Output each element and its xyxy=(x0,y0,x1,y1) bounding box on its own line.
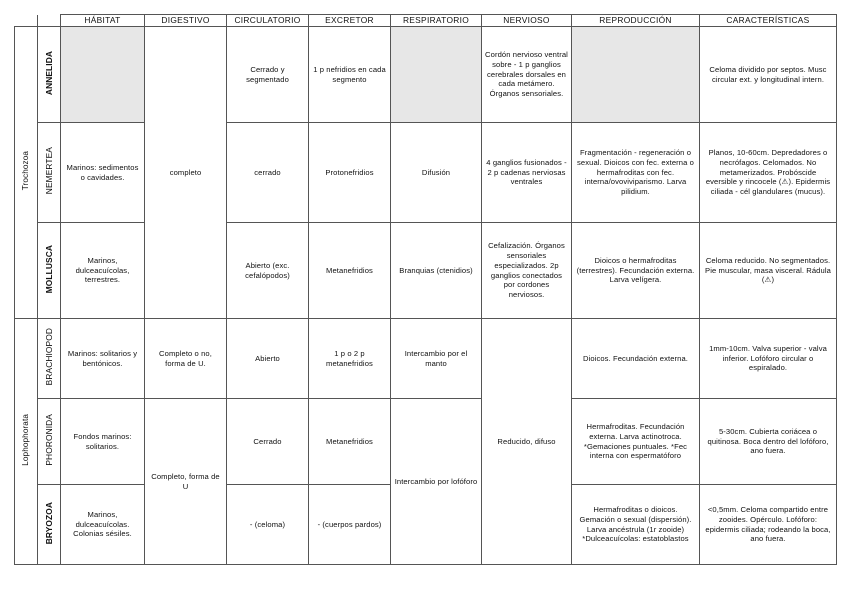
header-nervioso: NERVIOSO xyxy=(482,15,572,27)
annelida-habitat xyxy=(61,27,145,123)
nemertea-nervioso: 4 ganglios fusionados - 2 p cadenas nerviosas ventrales xyxy=(482,123,572,223)
mollusca-caracteristicas: Celoma reducido. No segmentados. Pie muscular, masa visceral. Rádula (⚠) xyxy=(700,223,837,319)
bryozoa-excretor: - (cuerpos pardos) xyxy=(309,485,391,565)
phylum-annelida: ANNELIDA xyxy=(38,27,61,123)
phoronida-caracteristicas: 5-30cm. Cubierta coriácea o quitinosa. Boca dentro del lofóforo, ano fuera. xyxy=(700,399,837,485)
annelida-circulatorio: Cerrado y segmentado xyxy=(227,27,309,123)
annelida-excretor: 1 p nefridios en cada segmento xyxy=(309,27,391,123)
annelida-reproduccion xyxy=(572,27,700,123)
brachiopod-digestivo: Completo o no, forma de U. xyxy=(145,319,227,399)
header-habitat: HÁBITAT xyxy=(61,15,145,27)
nemertea-reproduccion: Fragmentación - regeneración o sexual. Dioicos con fec. externa o hermafroditas con fec. interna/ovoviviparismo. Larva pilidium. xyxy=(572,123,700,223)
annelida-caracteristicas: Celoma dividido por septos. Musc circular ext. y longitudinal intern. xyxy=(700,27,837,123)
phylum-nemertea: NEMERTEA xyxy=(38,123,61,223)
corner-cell xyxy=(15,15,38,27)
nemertea-caracteristicas: Planos, 10-60cm. Depredadores o necrófagos. Celomados. No metamerizados. Probóscide eversible y rincocele (⚠). Epidermis ciliada - cél glandulares (mucus). xyxy=(700,123,837,223)
nemertea-excretor: Protonefridios xyxy=(309,123,391,223)
bryozoa-caracteristicas: <0,5mm. Celoma compartido entre zooides. Opérculo. Lofóforo: epidermis ciliada; rodeando la boca, ano fuera. xyxy=(700,485,837,565)
lophophorata-nervioso: Reducido, difuso xyxy=(482,319,572,565)
nemertea-habitat: Marinos: sedimentos o cavidades. xyxy=(61,123,145,223)
phylum-phoronida: PHORONIDA xyxy=(38,399,61,485)
annelida-nervioso: Cordón nervioso ventral sobre - 1 p ganglios cerebrales dorsales en cada metámero. Órganos sensoriales. xyxy=(482,27,572,123)
brachiopod-excretor: 1 p o 2 p metanefridios xyxy=(309,319,391,399)
corner-cell xyxy=(38,15,61,27)
group-lophophorata: Lophophorata xyxy=(15,319,38,565)
header-reproduccion: REPRODUCCIÓN xyxy=(572,15,700,27)
mollusca-habitat: Marinos, dulceacuícolas, terrestres. xyxy=(61,223,145,319)
mollusca-circulatorio: Abierto (exc. cefalópodos) xyxy=(227,223,309,319)
brachiopod-respiratorio: Intercambio por el manto xyxy=(391,319,482,399)
nemertea-circulatorio: cerrado xyxy=(227,123,309,223)
mollusca-excretor: Metanefridios xyxy=(309,223,391,319)
phylum-comparison-table xyxy=(14,14,837,565)
phoronida-reproduccion: Hermafroditas. Fecundación externa. Larva actinotroca. *Gemaciones puntuales. *Fec interna con espermatóforo xyxy=(572,399,700,485)
mollusca-reproduccion: Dioicos o hermafroditas (terrestres). Fecundación externa. Larva velígera. xyxy=(572,223,700,319)
lophophorata-respiratorio: Intercambio por lofóforo xyxy=(391,399,482,565)
header-circulatorio: CIRCULATORIO xyxy=(227,15,309,27)
group-trochozoa: Trochozoa xyxy=(15,27,38,319)
bryozoa-reproduccion: Hermafroditas o dioicos. Gemación o sexual (dispersión). Larva ancéstrula (1r zooide) *Dulceacuícolas: estatoblastos xyxy=(572,485,700,565)
mollusca-respiratorio: Branquias (ctenidios) xyxy=(391,223,482,319)
header-respiratorio: RESPIRATORIO xyxy=(391,15,482,27)
phylum-mollusca: MOLLUSCA xyxy=(38,223,61,319)
phylum-brachiopod: BRACHIOPOD xyxy=(38,319,61,399)
row-mollusca xyxy=(15,223,837,319)
annelida-respiratorio xyxy=(391,27,482,123)
brachiopod-reproduccion: Dioicos. Fecundación externa. xyxy=(572,319,700,399)
brachiopod-habitat: Marinos: solitarios y bentónicos. xyxy=(61,319,145,399)
bryozoa-habitat: Marinos, dulceacuícolas. Colonias sésiles. xyxy=(61,485,145,565)
header-row xyxy=(15,15,837,27)
phoronida-circulatorio: Cerrado xyxy=(227,399,309,485)
header-digestivo: DIGESTIVO xyxy=(145,15,227,27)
row-nemertea xyxy=(15,123,837,223)
trochozoa-digestivo: completo xyxy=(145,27,227,319)
lophophorata-digestivo: Completo, forma de U xyxy=(145,399,227,565)
header-caracteristicas: CARACTERÍSTICAS xyxy=(700,15,837,27)
phylum-bryozoa: BRYOZOA xyxy=(38,485,61,565)
brachiopod-circulatorio: Abierto xyxy=(227,319,309,399)
row-brachiopod xyxy=(15,319,837,399)
header-excretor: EXCRETOR xyxy=(309,15,391,27)
bryozoa-circulatorio: - (celoma) xyxy=(227,485,309,565)
row-annelida xyxy=(15,27,837,123)
phoronida-habitat: Fondos marinos: solitarios. xyxy=(61,399,145,485)
row-phoronida xyxy=(15,399,837,485)
brachiopod-caracteristicas: 1mm-10cm. Valva superior - valva inferior. Lofóforo circular o espiralado. xyxy=(700,319,837,399)
nemertea-respiratorio: Difusión xyxy=(391,123,482,223)
mollusca-nervioso: Cefalización. Órganos sensoriales especializados. 2p ganglios conectados por cordones nerviosos. xyxy=(482,223,572,319)
phoronida-excretor: Metanefridios xyxy=(309,399,391,485)
